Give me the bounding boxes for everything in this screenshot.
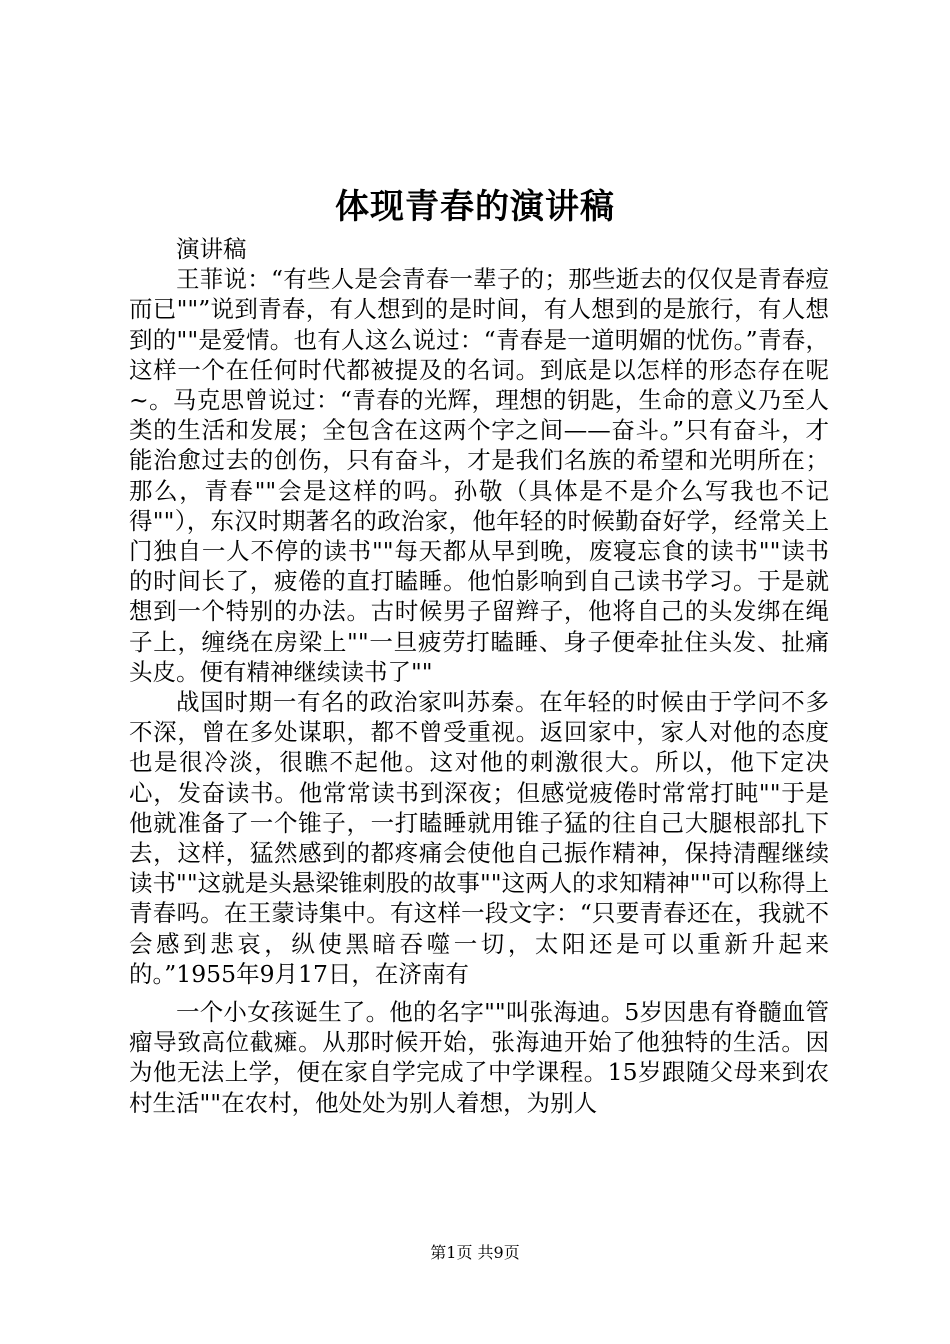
page-footer: 第1页 共9页: [430, 1243, 520, 1262]
document-title: 体现青春的演讲稿: [335, 187, 615, 227]
paragraph: 一个小女孩诞生了。他的名字""叫张海迪。5岁因患有脊髓血管瘤导致高位截瘫。从那时候开始，张海迪开始了他独特的生活。因为他无法上学，便在家自学完成了中学课程。15岁跟随父母来到农村生活""在农村，他处处为别人着想，为别人: [129, 998, 829, 1117]
paragraph-subtitle: 演讲稿: [176, 235, 247, 263]
paragraph: 战国时期一有名的政治家叫苏秦。在年轻的时候由于学问不多不深，曾在多处谋职，都不曾受重视。返回家中，家人对他的态度也是很冷淡，很瞧不起他。这对他的刺激很大。所以，他下定决心，发奋读书。他常常读书到深夜；但感觉疲倦时常常打盹""于是他就准备了一个锥子，一打瞌睡就用锥子猛的往自己大腿根部扎下去，这样，猛然感到的都疼痛会使他自己振作精神，保持清醒继续读书""这就是头悬梁锥刺股的故事""这两人的求知精神""可以称得上青春吗。在王蒙诗集中。有这样一段文字：“只要青春还在，我就不会感到悲哀，纵使黑暗吞噬一切，太阳还是可以重新升起来的。”1955年9月17日，在济南有: [129, 688, 829, 988]
paragraph: 王菲说：“有些人是会青春一辈子的；那些逝去的仅仅是青春痘而已""”说到青春，有人想到的是时间，有人想到的是旅行，有人想到的""是爱情。也有人这么说过：“青春是一道明媚的忧伤。”青春，这样一个在任何时代都被提及的名词。到底是以怎样的形态存在呢~。马克思曾说过：“青春的光辉，理想的钥匙，生命的意义乃至人类的生活和发展；全包含在这两个字之间——奋斗。”只有奋斗，才能治愈过去的创伤，只有奋斗，才是我们名族的希望和光明所在；那么，青春""会是这样的吗。孙敬（具体是不是介么写我也不记得""），东汉时期著名的政治家，他年轻的时候勤奋好学，经常关上门独自一人不停的读书""每天都从早到晚，废寝忘食的读书""读书的时间长了，疲倦的直打瞌睡。他怕影响到自己读书学习。于是就想到一个特别的办法。古时候男子留辫子，他将自己的头发绑在绳子上，缠绕在房梁上""一旦疲劳打瞌睡、身子便牵扯住头发、扯痛头皮。便有精神继续读书了"": [129, 265, 829, 686]
document-body: [129, 234, 829, 1118]
